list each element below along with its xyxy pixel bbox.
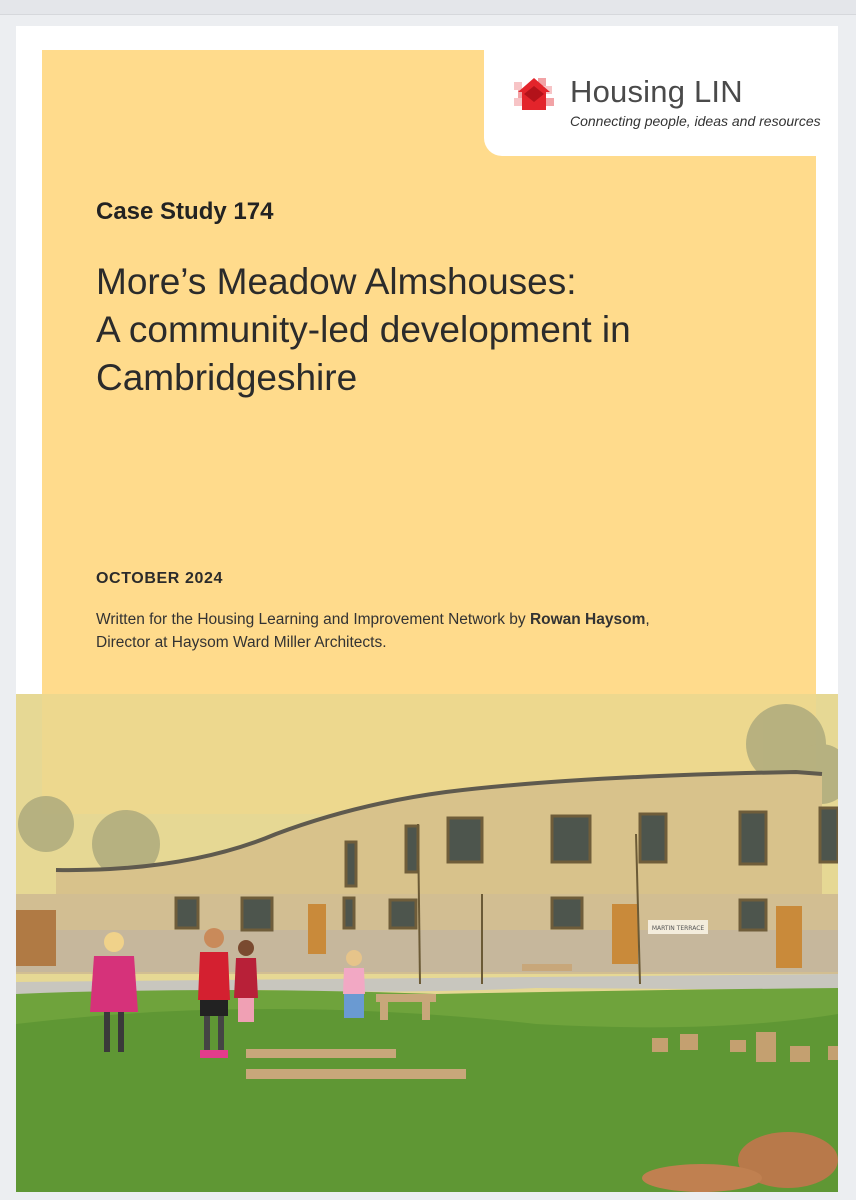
case-study-number: Case Study 174 — [96, 198, 274, 225]
cover-photo — [16, 694, 838, 1192]
document-title — [96, 258, 786, 402]
logo-card[interactable] — [484, 50, 838, 156]
title-line: A community-led development in — [96, 309, 631, 350]
byline-suffix: , — [645, 611, 650, 628]
byline-affiliation: Director at Haysom Ward Miller Architects. — [96, 634, 387, 651]
title-line: Cambridgeshire — [96, 357, 358, 398]
document-page — [16, 26, 838, 1192]
author-name: Rowan Haysom — [529, 611, 646, 628]
title-line: More’s Meadow Almshouses: — [96, 261, 577, 302]
logo-tagline: Connecting people, ideas and resources — [570, 113, 821, 129]
photo-building-plinth — [16, 930, 838, 972]
publication-date: OCTOBER 2024 — [96, 570, 223, 587]
logo-name: Housing LIN — [570, 74, 743, 109]
terrace-sign-text: MARTIN TERRACE — [651, 925, 705, 932]
viewer-top-bar — [0, 0, 856, 15]
byline — [96, 608, 786, 654]
byline-prefix: Written for the Housing Learning and Improvement Network by — [96, 611, 530, 628]
house-icon — [514, 74, 554, 114]
